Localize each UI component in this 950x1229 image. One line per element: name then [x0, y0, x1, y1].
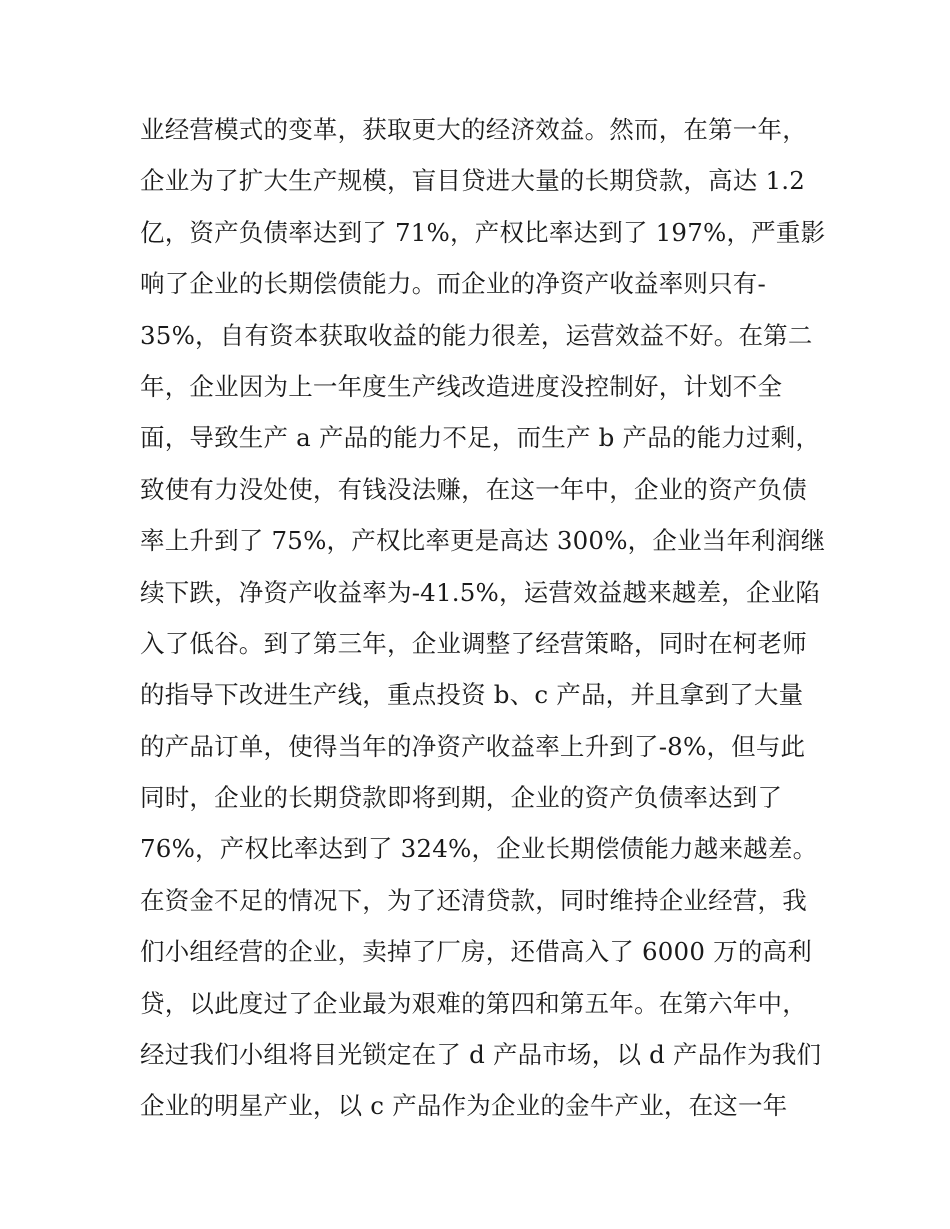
text-line: 面，导致生产 a 产品的能力不足，而生产 b 产品的能力过剩，	[140, 423, 821, 453]
text-line: 35%，自有资本获取收益的能力很差，运营效益不好。在第二	[140, 320, 813, 350]
text-line: 贷，以此度过了企业最为艰难的第四和第五年。在第六年中，	[140, 988, 807, 1018]
text-line: 76%，产权比率达到了 324%，企业长期偿债能力越来越差。	[140, 834, 818, 864]
text-line: 的产品订单，使得当年的净资产收益率上升到了-8%，但与此	[140, 731, 806, 761]
text-line: 经过我们小组将目光锁定在了 d 产品市场，以 d 产品作为我们	[140, 1040, 822, 1070]
text-line: 同时，企业的长期贷款即将到期，企业的资产负债率达到了	[140, 783, 783, 813]
text-line: 的指导下改进生产线，重点投资 b、c 产品，并且拿到了大量	[140, 680, 804, 710]
text-line: 年，企业因为上一年度生产线改造进度没控制好，计划不全	[140, 371, 783, 401]
body-text	[140, 104, 826, 1132]
text-line: 在资金不足的情况下，为了还清贷款，同时维持企业经营，我	[140, 885, 807, 915]
text-line: 业经营模式的变革，获取更大的经济效益。然而，在第一年，	[140, 115, 807, 144]
text-line: 们小组经营的企业，卖掉了厂房，还借高入了 6000 万的高利	[140, 937, 812, 967]
text-line: 亿，资产负债率达到了 71%，产权比率达到了 197%，严重影	[140, 217, 826, 247]
text-line: 率上升到了 75%，产权比率更是高达 300%，企业当年利润继	[140, 526, 826, 556]
text-line: 响了企业的长期偿债能力。而企业的净资产收益率则只有-	[140, 269, 766, 299]
text-line: 致使有力没处使，有钱没法赚，在这一年中，企业的资产负债	[140, 474, 807, 504]
text-line: 续下跌，净资产收益率为-41.5%，运营效益越来越差，企业陷	[140, 577, 821, 607]
text-line: 企业为了扩大生产规模，盲目贷进大量的长期贷款，高达 1.2	[140, 166, 806, 196]
text-line: 企业的明星产业，以 c 产品作为企业的金牛产业，在这一年	[140, 1091, 788, 1121]
text-line: 入了低谷。到了第三年，企业调整了经营策略，同时在柯老师	[140, 628, 807, 658]
